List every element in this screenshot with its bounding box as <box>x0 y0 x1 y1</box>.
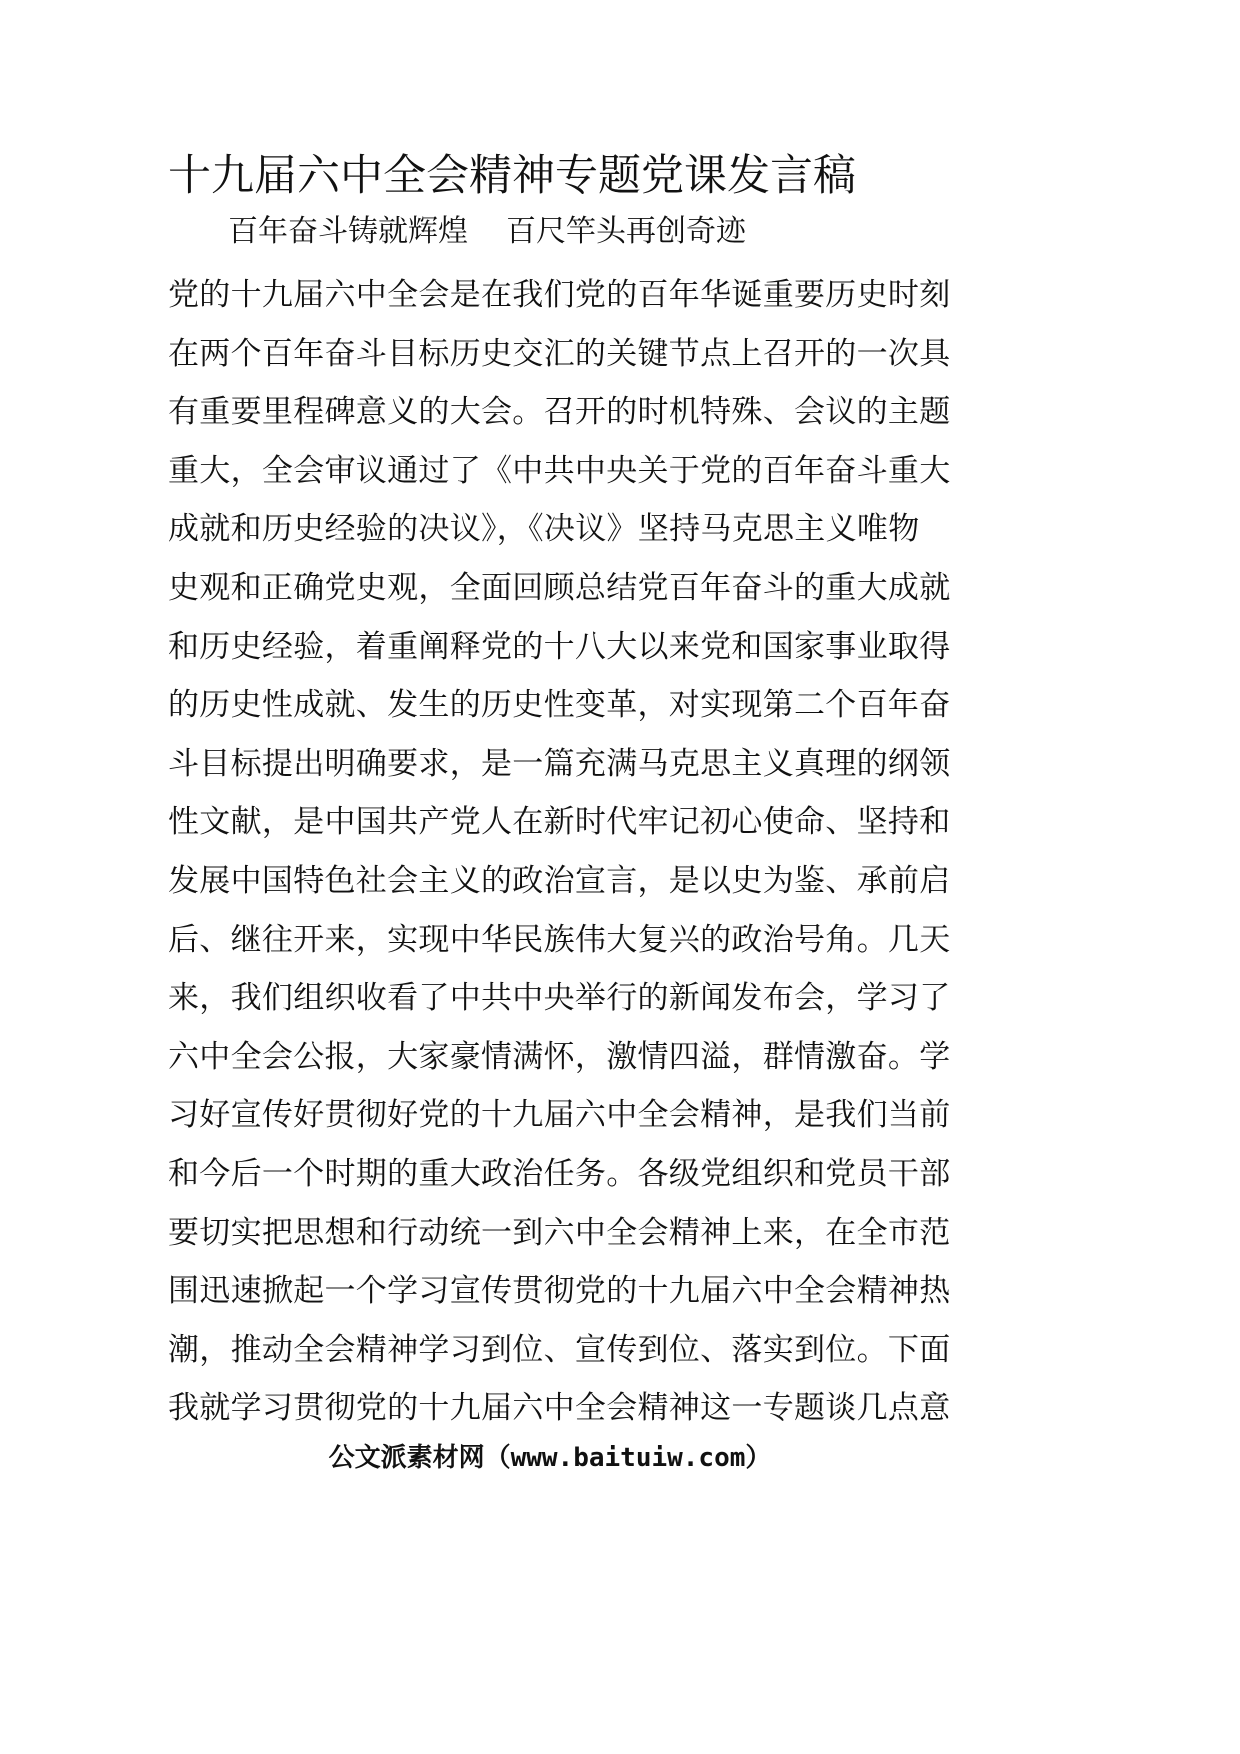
body-line: 围迅速掀起一个学习宣传贯彻党的十九届六中全会精神热 <box>168 1273 951 1310</box>
body-line: 史观和正确党史观，全面回顾总结党百年奋斗的重大成就 <box>168 569 951 606</box>
body-line: 六中全会公报，大家豪情满怀，激情四溢，群情激奋。学 <box>168 1038 951 1075</box>
body-line: 在两个百年奋斗目标历史交汇的关键节点上召开的一次具 <box>168 335 951 372</box>
body-line: 我就学习贯彻党的十九届六中全会精神这一专题谈几点意 <box>168 1390 951 1427</box>
body-line: 习好宣传好贯彻好党的十九届六中全会精神，是我们当前 <box>168 1097 951 1134</box>
body-line: 的历史性成就、发生的历史性变革，对实现第二个百年奋 <box>168 687 951 724</box>
body-line: 要切实把思想和行动统一到六中全会精神上来，在全市范 <box>168 1214 951 1251</box>
body-line: 和今后一个时期的重大政治任务。各级党组织和党员干部 <box>168 1155 951 1192</box>
subtitle-left: 百年奋斗铸就辉煌 <box>228 214 468 249</box>
body-line: 后、继往开来，实现中华民族伟大复兴的政治号角。几天 <box>168 921 951 958</box>
body-line: 有重要里程碑意义的大会。召开的时机特殊、会议的主题 <box>168 394 951 431</box>
subtitle-right: 百尺竿头再创奇迹 <box>506 214 746 249</box>
footer-watermark: 公文派素材网（www.baituiw.com） <box>328 1443 772 1473</box>
body-line: 发展中国特色社会主义的政治宣言，是以史为鉴、承前启 <box>168 862 951 899</box>
body-text <box>168 266 951 1438</box>
document-title: 十九届六中全会精神专题党课发言稿 <box>168 151 856 201</box>
body-line: 性文献，是中国共产党人在新时代牢记初心使命、坚持和 <box>168 804 951 841</box>
body-line: 成就和历史经验的决议》，《决议》坚持马克思主义唯物 <box>168 511 920 548</box>
document-subtitle <box>228 212 746 252</box>
body-line: 斗目标提出明确要求，是一篇充满马克思主义真理的纲领 <box>168 745 951 782</box>
body-line: 来，我们组织收看了中共中央举行的新闻发布会，学习了 <box>168 980 951 1017</box>
body-line: 潮，推动全会精神学习到位、宣传到位、落实到位。下面 <box>168 1331 951 1368</box>
body-line: 党的十九届六中全会是在我们党的百年华诞重要历史时刻 <box>168 277 951 313</box>
body-line: 重大，全会审议通过了《中共中央关于党的百年奋斗重大 <box>168 452 951 489</box>
body-line: 和历史经验，着重阐释党的十八大以来党和国家事业取得 <box>168 628 951 665</box>
